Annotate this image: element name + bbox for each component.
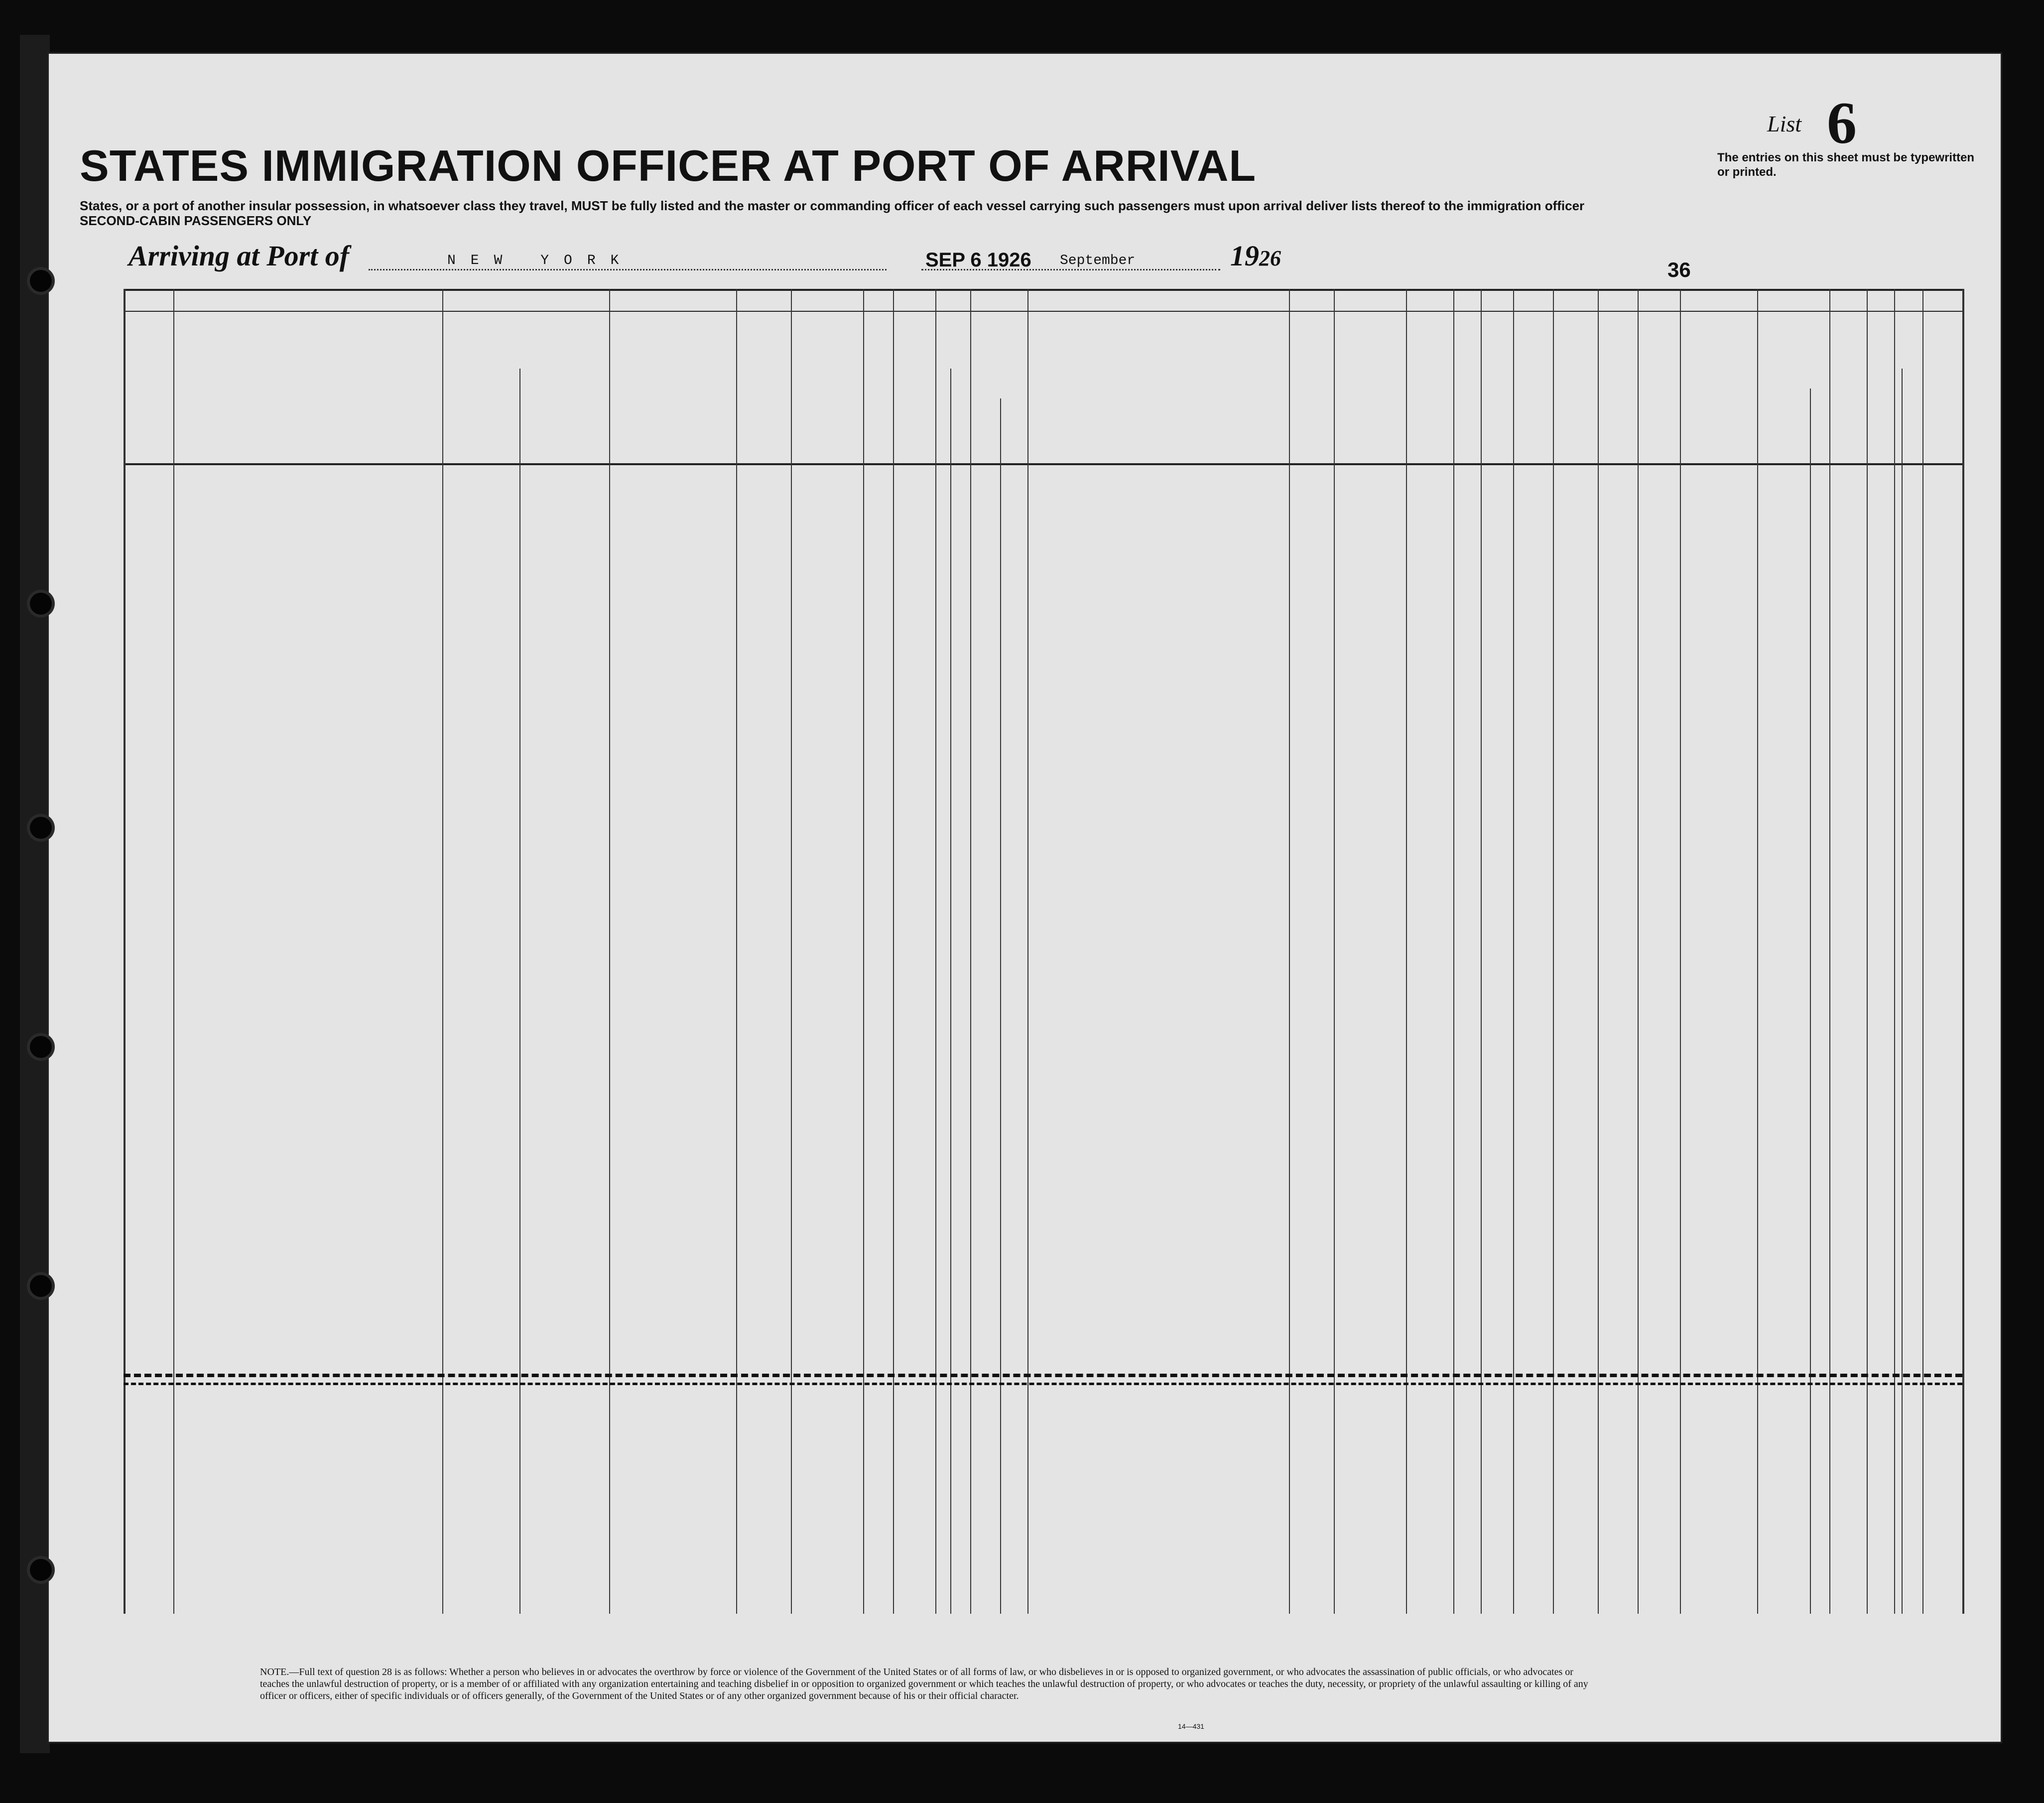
header-eyes	[1931, 413, 1961, 428]
year-label: 1926	[1230, 240, 1281, 272]
column-rule	[1922, 289, 1923, 1614]
column-rule	[970, 289, 971, 1614]
header-color-of	[1897, 349, 1961, 364]
column-rule	[1638, 289, 1639, 1614]
column-rule	[173, 289, 174, 1614]
port-value: NEW YORK	[447, 253, 634, 268]
list-label: List	[1767, 111, 1802, 136]
header-inches	[1813, 413, 1832, 428]
date-stamp: SEP 6 1926	[925, 249, 1031, 271]
column-rule	[1757, 289, 1758, 1614]
table-rule	[124, 289, 1962, 291]
subcolumn-rule	[1810, 388, 1811, 1614]
header-join-relative	[1032, 334, 1284, 413]
header-deformed	[1760, 349, 1827, 448]
column-rule	[1867, 289, 1868, 1614]
column-rule	[1598, 289, 1599, 1614]
binder-hole	[30, 817, 52, 839]
subcolumn-rule	[1902, 369, 1903, 1614]
binding-edge	[20, 35, 50, 1753]
page-title: STATES IMMIGRATION OFFICER AT PORT OF ARRIVAL	[80, 141, 1257, 190]
header-yes-no	[894, 398, 949, 418]
column-rule	[1481, 289, 1482, 1614]
column-rule	[1513, 289, 1514, 1614]
header-no-on-list	[124, 364, 173, 403]
header-purpose	[1291, 319, 1491, 329]
cancelled-row-strike	[124, 1374, 1962, 1377]
list-number: 6	[1827, 90, 1857, 156]
form-code: 14—431	[1178, 1722, 1204, 1730]
header-if-yes	[953, 374, 1022, 388]
header-height	[1831, 349, 1866, 364]
header-final-note	[447, 334, 602, 346]
port-dotline	[369, 269, 887, 270]
header-before-us	[898, 314, 1025, 369]
cabin-class-text: SECOND-CABIN PASSENGERS ONLY	[80, 213, 312, 228]
binder-hole	[30, 1275, 52, 1297]
typewritten-note: The entries on this sheet must be typewritten or printed.	[1717, 151, 1975, 179]
header-relative	[178, 364, 437, 413]
arriving-label: Arriving at Port of	[128, 240, 350, 272]
binder-hole	[30, 593, 52, 615]
column-rule	[893, 289, 894, 1614]
column-rule	[1829, 289, 1830, 1614]
column-rule	[1553, 289, 1554, 1614]
header-city	[522, 398, 607, 413]
column-rule	[1894, 289, 1895, 1614]
column-rule	[1680, 289, 1681, 1614]
column-rule	[1027, 289, 1028, 1614]
header-complexion	[1867, 379, 1896, 453]
column-rule	[442, 289, 443, 1614]
binder-hole	[30, 1036, 52, 1058]
footnote: NOTE.—Full text of question 28 is as follows: Whether a person who believes in or advocates the overthrow by force or violence of the Government of the United States or of all forms of law, or who disbelieves in or is opposed to organized government, or who advocates the assassination of public officials, or who advocates or teaches the unlawful destruction of property, or is a member of or affiliated with any organization entertaining and teaching disbelief in or opposition to organized government or which teaches the unlawful destruction of property, or who advocates or teaches the duty, necessity, or propriety of the unlawful assaulting or killing of any officer or officers, either of specific individuals or of officers generally, of the Government of the United States or of any other organized government because of his or their official character.	[260, 1667, 1588, 1701]
header-paid-by	[739, 324, 788, 344]
column-rule	[124, 289, 126, 1614]
binder-hole	[30, 270, 52, 292]
instructions-text: States, or a port of another insular possession, in whatsoever class they travel, MUST be fully listed and the master or commanding officer of each vessel carrying such passengers must upon arrival deliver lists thereof to the immigration officer	[80, 198, 1585, 213]
column-rule	[736, 289, 737, 1614]
cancelled-row-strike	[124, 1383, 1962, 1385]
binder-hole	[30, 1559, 52, 1581]
page-number: 36	[1667, 258, 1691, 281]
header-where	[1003, 408, 1027, 428]
column-rule	[863, 289, 864, 1614]
column-rule	[1334, 289, 1335, 1614]
header-state	[447, 398, 517, 413]
header-year-period	[953, 408, 998, 448]
header-final-destination	[447, 319, 602, 334]
subcolumn-rule	[1000, 398, 1001, 1614]
column-rule	[1289, 289, 1290, 1614]
column-rule	[1453, 289, 1454, 1614]
header-marks-id	[1966, 364, 2044, 393]
column-rule	[935, 289, 936, 1614]
column-rule	[1406, 289, 1407, 1614]
table-rule	[124, 463, 1962, 465]
header-hair	[1902, 413, 1931, 428]
month-value: September	[1060, 253, 1136, 268]
manifest-table	[124, 289, 1962, 1614]
table-rule	[124, 311, 1962, 312]
subcolumn-rule	[519, 369, 520, 1614]
date-dotline	[921, 269, 1220, 270]
header-paid-by-note	[739, 364, 788, 438]
subcolumn-rule	[950, 369, 951, 1614]
header-condition-health	[1682, 349, 1755, 438]
column-rule	[1962, 289, 1964, 1614]
column-rule	[609, 289, 610, 1614]
column-rule	[791, 289, 792, 1614]
